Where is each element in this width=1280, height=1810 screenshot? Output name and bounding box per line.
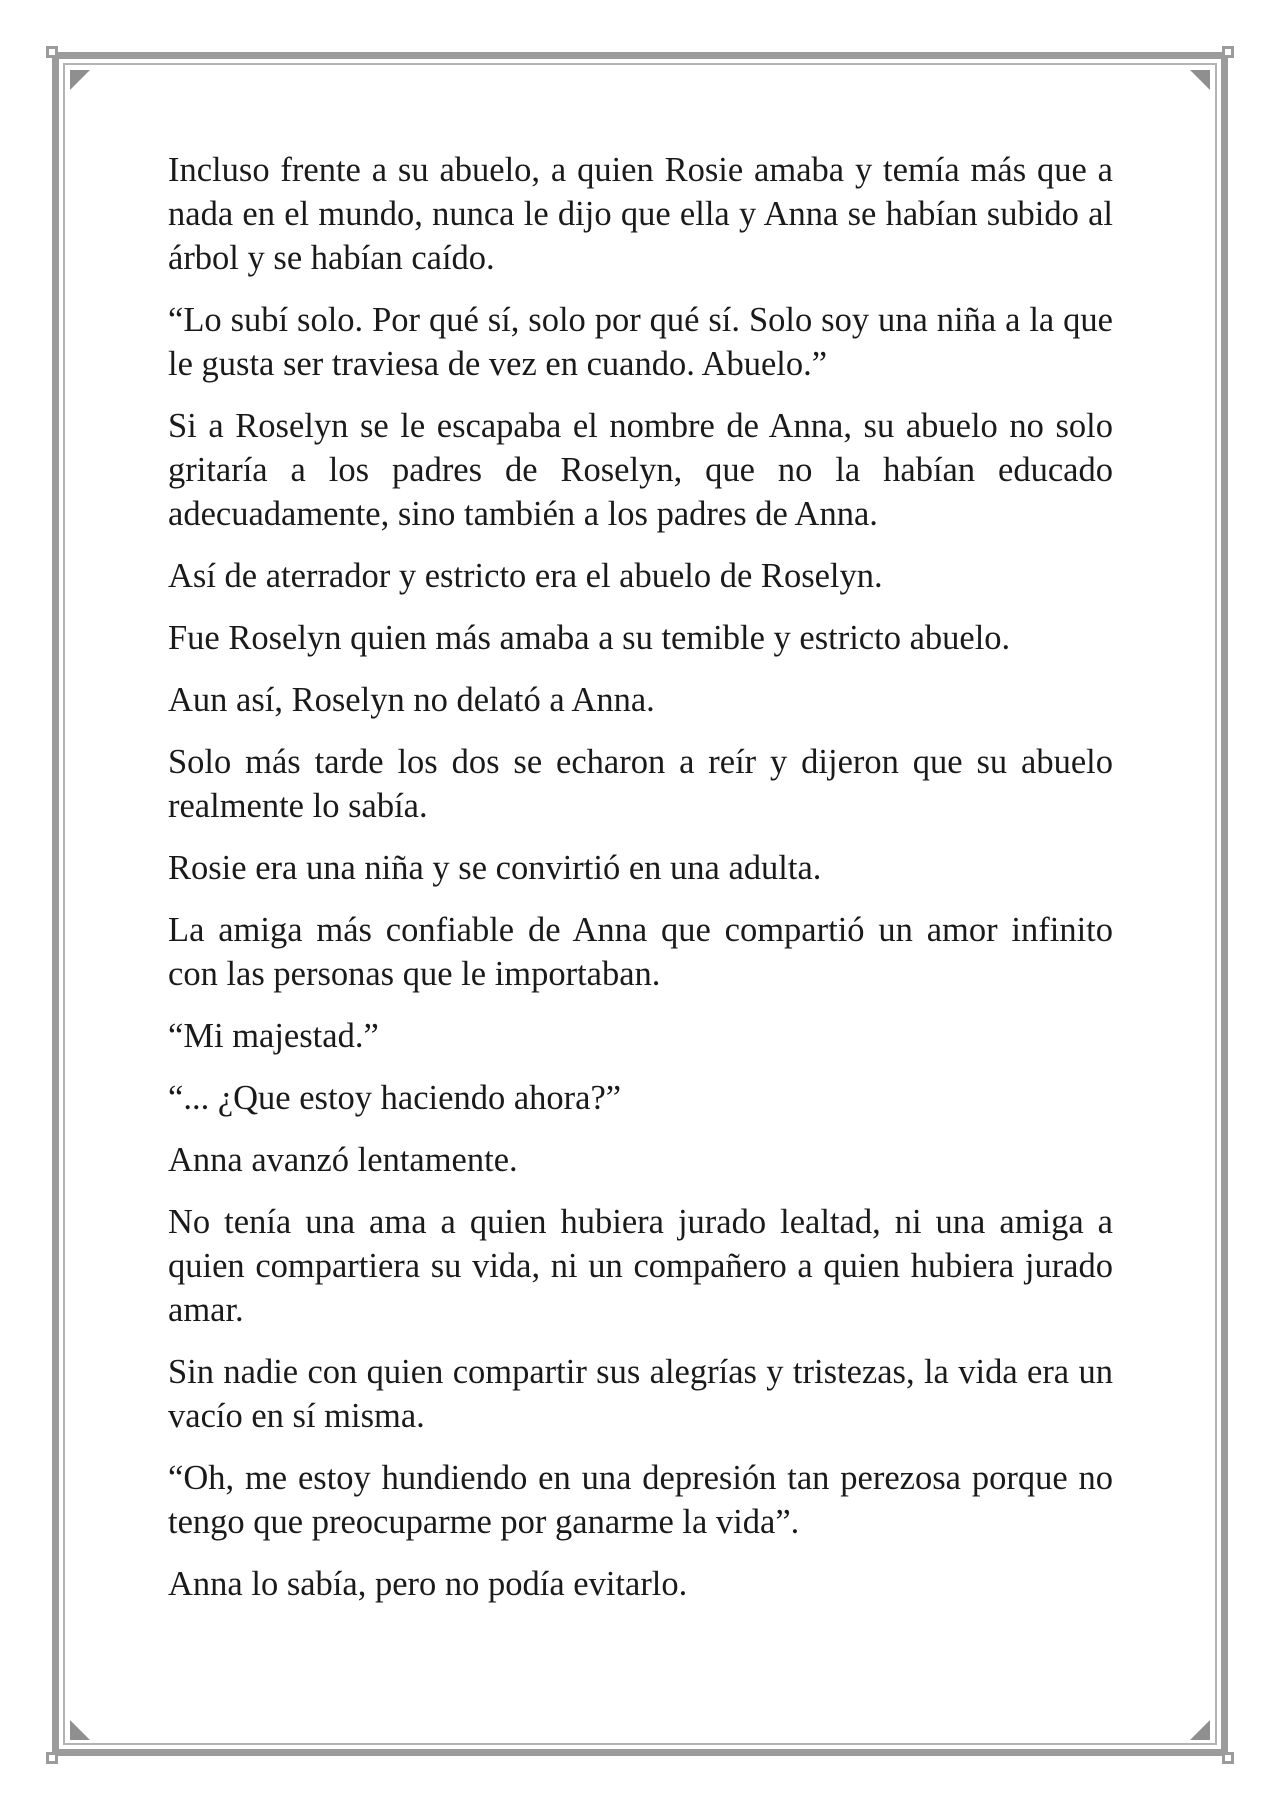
paragraph: No tenía una ama a quien hubiera jurado lealtad, ni una amiga a quien compartiera su vida, ni un compañero a quien hubiera jurado amar.: [168, 1203, 1113, 1329]
corner-triangle-top-right: [1190, 70, 1210, 90]
paragraph: Incluso frente a su abuelo, a quien Rosie amaba y temía más que a nada en el mundo, nunca le dijo que ella y Anna se habían subido al árbol y se habían caído.: [168, 151, 1113, 277]
corner-ornament-bottom-right: [1222, 1752, 1234, 1764]
paragraph: Sin nadie con quien compartir sus alegrías y tristezas, la vida era un vacío en sí misma.: [168, 1353, 1113, 1435]
paragraph: Fue Roselyn quien más amaba a su temible y estricto abuelo.: [168, 619, 1011, 657]
paragraph: “Lo subí solo. Por qué sí, solo por qué sí. Solo soy una niña a la que le gusta ser traviesa de vez en cuando. Abuelo.”: [168, 301, 1113, 383]
paragraph: Aun así, Roselyn no delató a Anna.: [168, 681, 655, 719]
paragraph: Si a Roselyn se le escapaba el nombre de Anna, su abuelo no solo gritaría a los padres de Roselyn, que no la habían educado adecuadamente, sino también a los padres de Anna.: [168, 407, 1113, 533]
paragraph: Rosie era una niña y se convirtió en una adulta.: [168, 849, 822, 887]
paragraph: “Oh, me estoy hundiendo en una depresión tan perezosa porque no tengo que preocuparme por ganarme la vida”.: [168, 1459, 1113, 1541]
paragraph: “Mi majestad.”: [168, 1017, 379, 1055]
paragraph: Así de aterrador y estricto era el abuelo de Roselyn.: [168, 557, 883, 595]
paragraph: La amiga más confiable de Anna que compartió un amor infinito con las personas que le importaban.: [168, 911, 1113, 993]
paragraph: Anna lo sabía, pero no podía evitarlo.: [168, 1565, 688, 1603]
story-text: [168, 148, 1113, 1624]
corner-triangle-bottom-right: [1190, 1720, 1210, 1740]
corner-triangle-top-left: [70, 70, 90, 90]
corner-ornament-top-right: [1222, 46, 1234, 58]
paragraph: Solo más tarde los dos se echaron a reír y dijeron que su abuelo realmente lo sabía.: [168, 743, 1113, 825]
paragraph: “... ¿Que estoy haciendo ahora?”: [168, 1079, 622, 1117]
corner-triangle-bottom-left: [70, 1720, 90, 1740]
corner-ornament-bottom-left: [46, 1752, 58, 1764]
corner-ornament-top-left: [46, 46, 58, 58]
paragraph: Anna avanzó lentamente.: [168, 1141, 518, 1179]
